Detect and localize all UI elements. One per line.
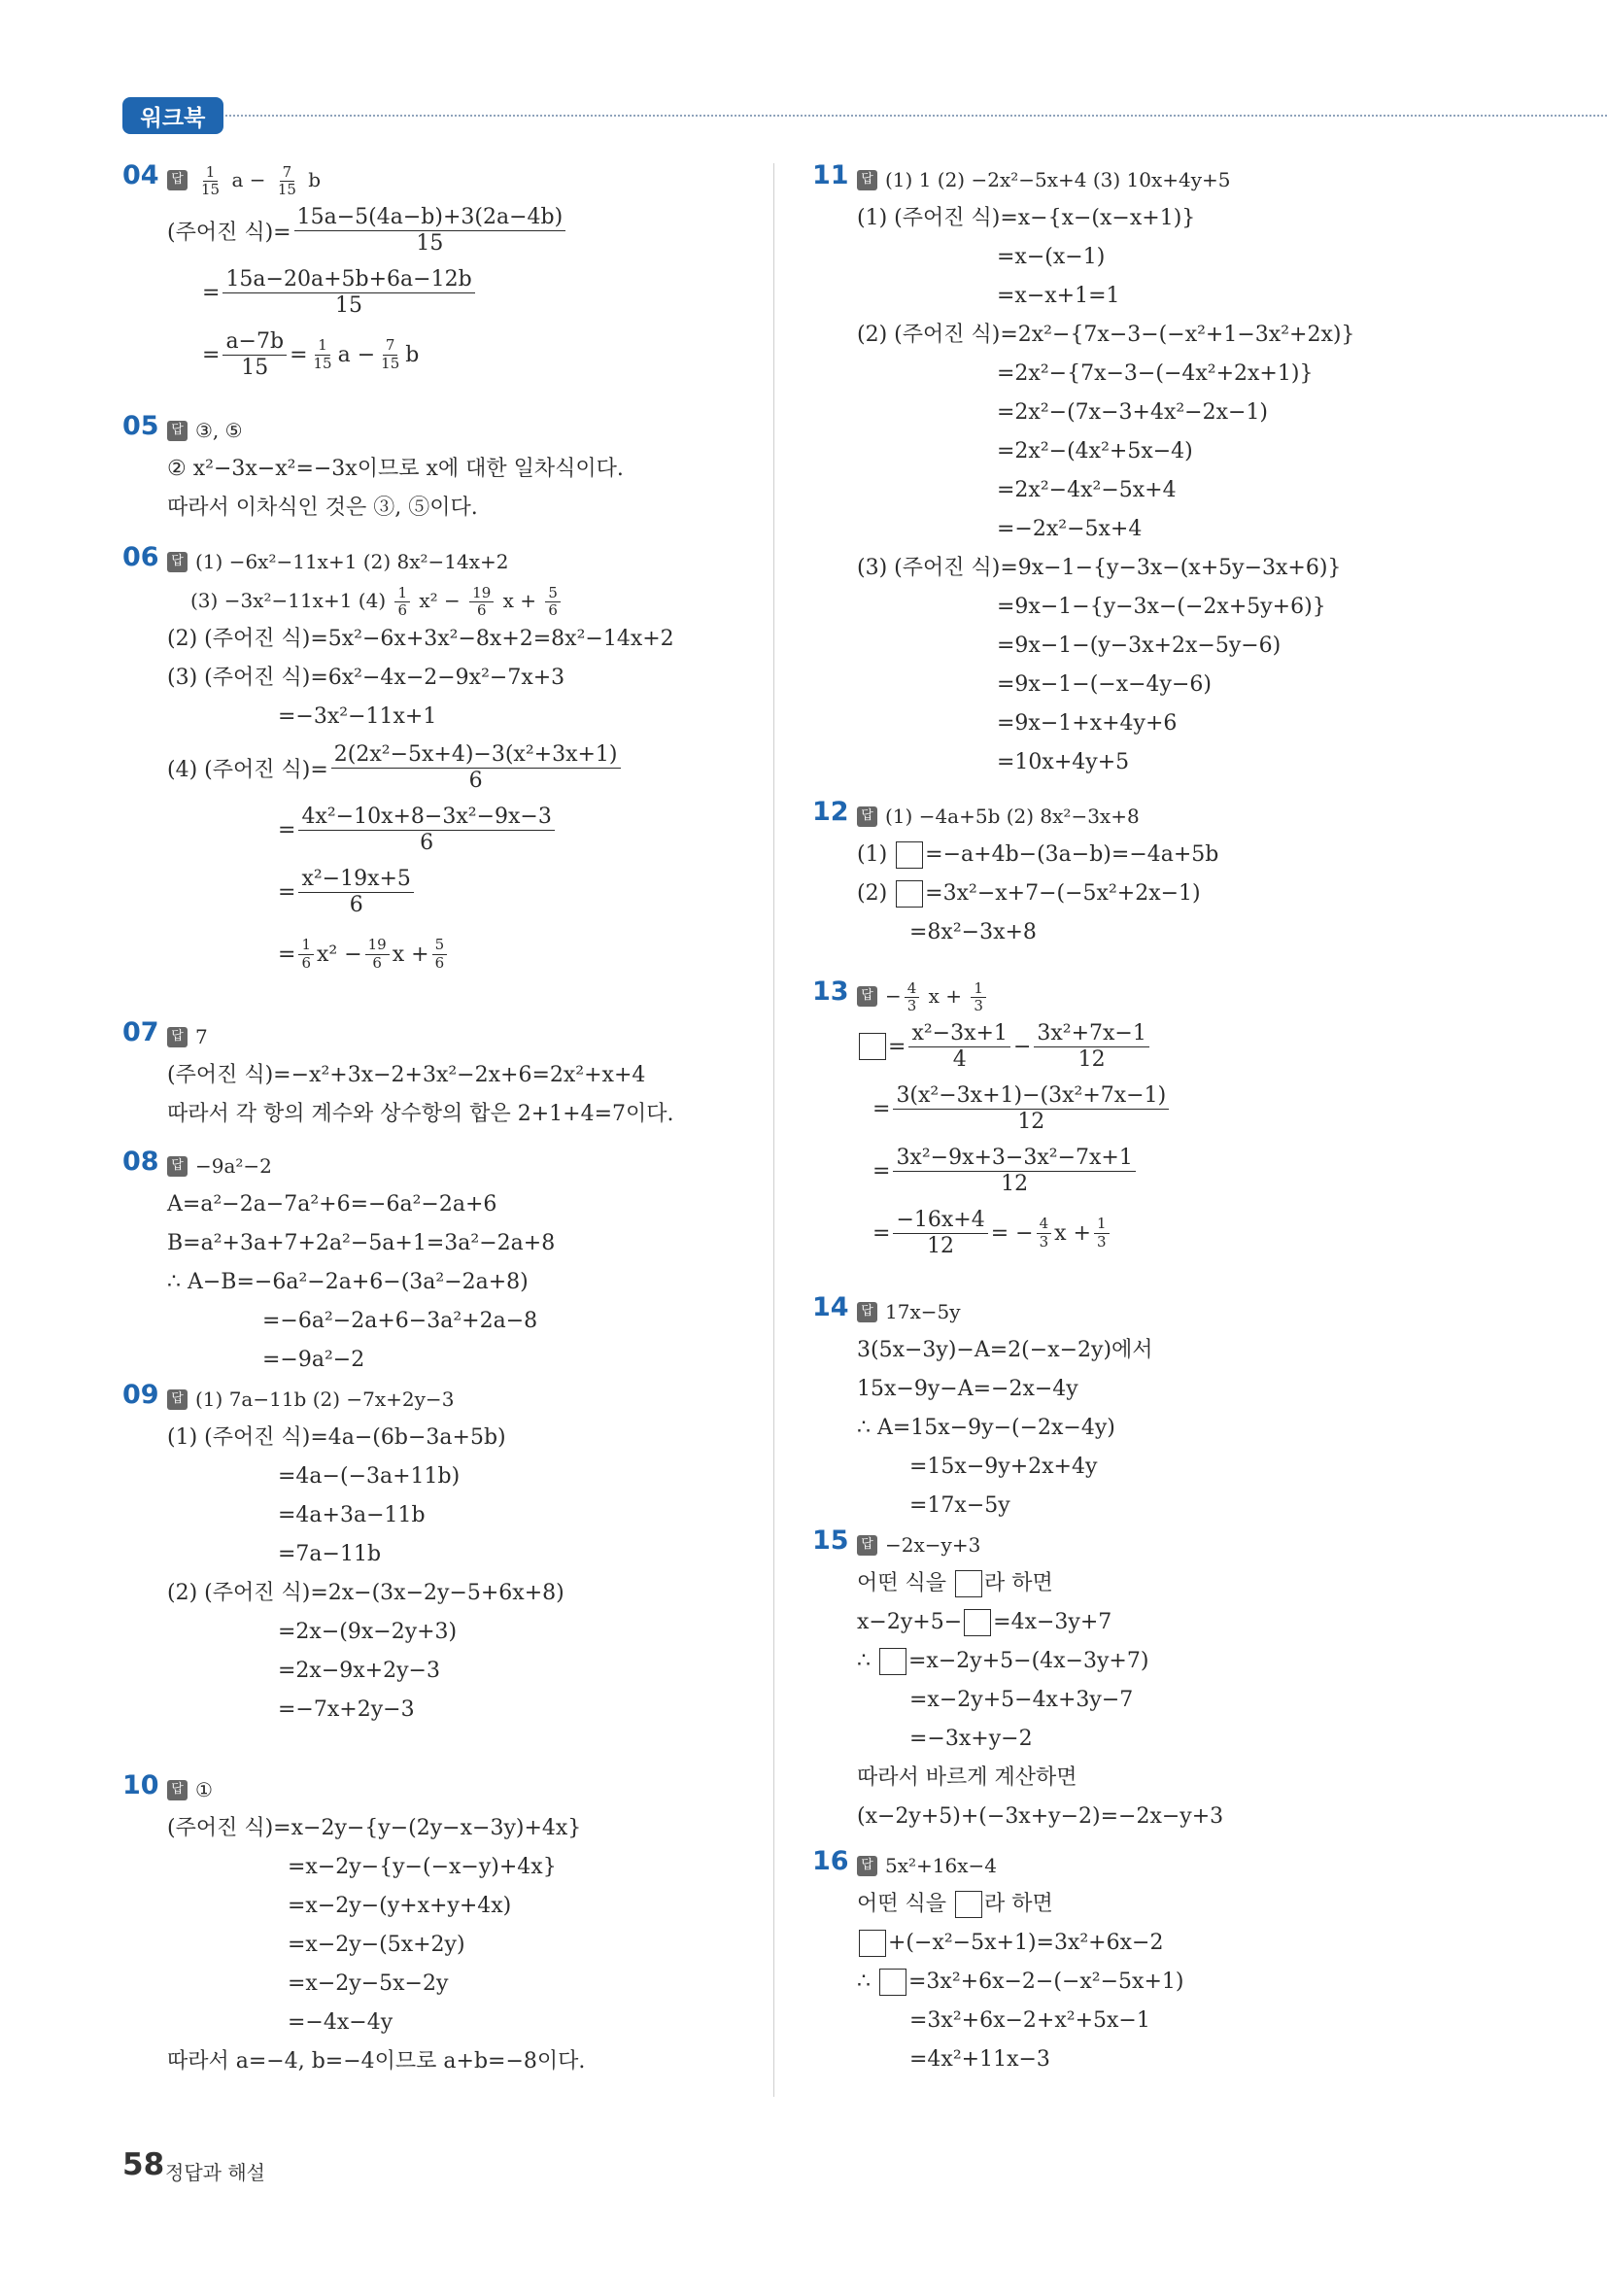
answer-line — [167, 1017, 744, 1056]
solution-line: A=a²−2a−7a²+6=−6a²−2a+6 — [167, 1192, 497, 1217]
answer-text: −2x−y+3 — [885, 1533, 981, 1557]
solution-line: =x−2y−(y+x+y+4x) — [288, 1894, 512, 1918]
answer-badge: 답 — [857, 986, 877, 1007]
solution-line: =2x²−(4x²+5x−4) — [997, 439, 1193, 463]
solution-line: ∴ A=15x−9y−(−2x−4y) — [857, 1416, 1115, 1440]
solution-line: = $\frac{\text{x²−3x+1}}{4}$ − $\frac{\text{3x²+7x−1}}{12}$ — [857, 1015, 1492, 1078]
answer-badge: 답 — [167, 1156, 188, 1177]
solution-line: =9x−1−(−x−4y−6) — [997, 672, 1212, 697]
solution-line: =2x−(9x−2y+3) — [278, 1620, 458, 1644]
solution-line: = $\frac{\text{4x²−10x+8−3x²−9x−3}}{6}$ — [278, 799, 744, 861]
solution-line: =2x²−4x²−5x+4 — [997, 478, 1177, 502]
solution-line: 3(5x−3y)−A=2(−x−2y)에서 — [857, 1338, 1153, 1362]
solution-line: =x−x+1=1 — [997, 284, 1120, 308]
solution-line: ∴ =x−2y+5−(4x−3y+7) — [857, 1649, 1149, 1673]
solution-line: =9x−1−(y−3x+2x−5y−6) — [997, 634, 1282, 658]
solution-line: 따라서 바르게 계산하면 — [857, 1765, 1077, 1790]
answer-line — [167, 160, 744, 199]
answer-line — [857, 160, 1492, 199]
solution-line: +(−x²−5x+1)=3x²+6x−2 — [857, 1924, 1492, 1963]
answer-line — [857, 1292, 1492, 1331]
solution-line: (3) (주어진 식)=6x²−4x−2−9x²−7x+3 — [167, 666, 565, 690]
answer-badge: 답 — [167, 1780, 188, 1800]
workbook-badge: 워크북 — [122, 97, 223, 134]
problem-number: 06 — [122, 542, 159, 572]
solution-line: =x−2y−(5x+2y) — [288, 1933, 465, 1957]
column-divider — [773, 163, 774, 2097]
problem-number: 13 — [812, 977, 849, 1007]
solution-line: = $\frac{1}{6}$ x² − $\frac{19}{6}$ x + $\frac{5}{6}$ — [278, 923, 744, 985]
answer-badge: 답 — [857, 1302, 877, 1322]
problem-05 — [122, 411, 744, 528]
solution-line: =4x²+11x−3 — [909, 2047, 1050, 2072]
solution-line: =x−2y−5x−2y — [288, 1971, 449, 1996]
solution-line: =−7x+2y−3 — [278, 1697, 415, 1722]
solution-line: ∴ A−B=−6a²−2a+6−(3a²−2a+8) — [167, 1270, 529, 1294]
answer-badge: 답 — [167, 1389, 188, 1410]
answer-text: 17x−5y — [885, 1300, 961, 1323]
answer-text: 5x²+16x−4 — [885, 1854, 997, 1877]
solution-line: =−2x²−5x+4 — [997, 517, 1143, 541]
solution-line: = $\frac{15a-20a+5b+6a-12b}{15}$ — [202, 261, 744, 324]
problem-07 — [122, 1017, 744, 1134]
problem-number: 08 — [122, 1147, 159, 1177]
problem-number: 04 — [122, 160, 159, 190]
solution-line: = $\frac{\text{3x²−9x+3−3x²−7x+1}}{12}$ — [872, 1140, 1492, 1202]
solution-line: =−6a²−2a+6−3a²+2a−8 — [262, 1309, 538, 1333]
solution-line: = $\frac{a-7b}{15}$ = $\frac{1}{15}$ a − $\frac{7}{15}$ b — [202, 329, 420, 380]
solution-line: = $\frac{-16x+4}{12}$ = − $\frac{4}{3}$ x + $\frac{1}{3}$ — [872, 1202, 1492, 1264]
answer-text: (3) −3x²−11x+1 (4) $\frac{1}{6}$ x² − $\frac{19}{6}$ x + $\frac{5}{6}$ — [190, 581, 564, 620]
solution-line: x−2y+5− =4x−3y+7 — [857, 1610, 1112, 1634]
solution-line: (2) (주어진 식)=5x²−6x+3x²−8x+2=8x²−14x+2 — [167, 627, 674, 651]
problem-10 — [122, 1770, 744, 2081]
solution-line: 따라서 이차식인 것은 ③, ⑤이다. — [167, 496, 478, 520]
problem-04 — [122, 160, 744, 386]
answer-badge: 답 — [857, 1535, 877, 1556]
solution-line: =4a+3a−11b — [278, 1503, 426, 1527]
solution-line: =2x−9x+2y−3 — [278, 1659, 440, 1683]
solution-line: 따라서 각 항의 계수와 상수항의 합은 2+1+4=7이다. — [167, 1102, 674, 1126]
answer-line — [857, 1846, 1492, 1885]
answer-text: $\frac{1}{15}$ a − $\frac{7}{15}$ b — [201, 162, 322, 198]
solution-line: B=a²+3a+7+2a²−5a+1=3a²−2a+8 — [167, 1231, 556, 1255]
answer-text: (1) 1 (2) −2x²−5x+4 (3) 10x+4y+5 — [885, 168, 1231, 191]
problem-number: 16 — [812, 1846, 849, 1876]
answer-badge: 답 — [167, 1027, 188, 1047]
problem-number: 10 — [122, 1770, 159, 1800]
answer-text: 7 — [195, 1025, 208, 1048]
solution-line: = $\frac{\text{3(x²−3x+1)−(3x²+7x−1)}}{12}$ — [872, 1078, 1492, 1140]
problem-number: 12 — [812, 797, 849, 827]
section-title: 정답과 해설 — [165, 2161, 265, 2184]
solution-line: =−3x+y−2 — [909, 1727, 1033, 1751]
solution-line: =7a−11b — [278, 1542, 382, 1566]
solution-line: =10x+4y+5 — [997, 750, 1130, 774]
answer-line — [167, 1380, 744, 1419]
problem-14 — [812, 1292, 1492, 1525]
problem-number: 14 — [812, 1292, 849, 1322]
solution-line: (주어진 식)= $\frac{15a-5(4a-b)+3(2a-4b)}{15}$ — [167, 199, 744, 261]
problem-09 — [122, 1380, 744, 1730]
solution-line: (4) (주어진 식)= $\frac{\text{2(2x²−5x+4)−3(x²+3x+1)}}{6}$ — [167, 737, 744, 799]
answer-line — [857, 977, 1492, 1015]
solution-line: =3x²+6x−2+x²+5x−1 — [909, 2008, 1150, 2033]
problem-12 — [812, 797, 1492, 952]
solution-line: =2x²−(7x−3+4x²−2x−1) — [997, 400, 1269, 425]
answer-text: (1) −4a+5b (2) 8x²−3x+8 — [885, 805, 1140, 828]
solution-line: (1) (주어진 식)=4a−(6b−3a+5b) — [167, 1425, 506, 1450]
solution-line: (1) (주어진 식)=x−{x−(x−x+1)} — [857, 206, 1196, 230]
problem-11 — [812, 160, 1492, 782]
answer-line — [167, 411, 744, 450]
answer-line — [167, 1770, 744, 1809]
solution-line: =15x−9y+2x+4y — [909, 1455, 1098, 1479]
answer-line — [857, 1525, 1492, 1564]
problem-15 — [812, 1525, 1492, 1836]
solution-line: =x−2y+5−4x+3y−7 — [909, 1688, 1134, 1712]
problem-number: 11 — [812, 160, 849, 190]
solution-line: =17x−5y — [909, 1493, 1010, 1518]
solution-line: =x−(x−1) — [997, 245, 1106, 269]
problem-13 — [812, 977, 1492, 1264]
answer-line — [167, 542, 744, 581]
problem-number: 09 — [122, 1380, 159, 1410]
solution-line: =8x²−3x+8 — [909, 920, 1037, 944]
page-number: 58 — [122, 2147, 165, 2182]
header-dotted-rule — [225, 115, 1607, 117]
solution-line: =2x²−{7x−3−(−4x²+2x+1)} — [997, 361, 1314, 386]
solution-line: =−4x−4y — [288, 2010, 393, 2035]
problem-number: 05 — [122, 411, 159, 441]
answer-badge: 답 — [167, 552, 188, 572]
solution-line: =x−2y−{y−(−x−y)+4x} — [288, 1855, 557, 1879]
answer-badge: 답 — [857, 806, 877, 827]
answer-text: − $\frac{4}{3}$ x + $\frac{1}{3}$ — [885, 977, 989, 1015]
answer-badge: 답 — [857, 1856, 877, 1876]
solution-line: (주어진 식)=x−2y−{y−(2y−x−3y)+4x} — [167, 1816, 582, 1840]
solution-line: =9x−1+x+4y+6 — [997, 711, 1178, 736]
solution-line: =4a−(−3a+11b) — [278, 1464, 461, 1489]
answer-badge: 답 — [167, 421, 188, 441]
answer-text: (1) −6x²−11x+1 (2) 8x²−14x+2 — [195, 550, 509, 573]
solution-line: (2) =3x²−x+7−(−5x²+2x−1) — [857, 881, 1201, 906]
solution-line: (2) (주어진 식)=2x−(3x−2y−5+6x+8) — [167, 1581, 564, 1605]
solution-line: (2) (주어진 식)=2x²−{7x−3−(−x²+1−3x²+2x)} — [857, 323, 1355, 347]
answer-text: ① — [195, 1778, 213, 1801]
problem-16 — [812, 1846, 1492, 2079]
problem-number: 15 — [812, 1525, 849, 1556]
answer-line-continued — [190, 581, 744, 620]
answer-line — [857, 797, 1492, 836]
answer-line — [167, 1147, 744, 1185]
problem-number: 07 — [122, 1017, 159, 1047]
solution-line: (x−2y+5)+(−3x+y−2)=−2x−y+3 — [857, 1804, 1224, 1829]
solution-line: (1) =−a+4b−(3a−b)=−4a+5b — [857, 842, 1219, 867]
solution-line: ② x²−3x−x²=−3x이므로 x에 대한 일차식이다. — [167, 457, 624, 481]
solution-line: = $\frac{\text{x²−19x+5}}{6}$ — [278, 861, 744, 923]
answer-text: (1) 7a−11b (2) −7x+2y−3 — [195, 1388, 455, 1411]
answer-text: ③, ⑤ — [195, 419, 243, 442]
solution-line: 따라서 a=−4, b=−4이므로 a+b=−8이다. — [167, 2049, 586, 2073]
solution-line: ∴ =3x²+6x−2−(−x²−5x+1) — [857, 1970, 1184, 1994]
problem-06 — [122, 542, 744, 985]
answer-text: −9a²−2 — [195, 1154, 272, 1178]
problem-08 — [122, 1147, 744, 1380]
solution-line: (3) (주어진 식)=9x−1−{y−3x−(x+5y−3x+6)} — [857, 556, 1342, 580]
solution-line: =−3x²−11x+1 — [278, 704, 437, 729]
answer-badge: 답 — [857, 170, 877, 190]
answer-badge: 답 — [167, 170, 188, 190]
solution-line: (주어진 식)=−x²+3x−2+3x²−2x+6=2x²+x+4 — [167, 1063, 646, 1087]
solution-line: 어떤 식을 라 하면 — [857, 1892, 1053, 1916]
solution-line: 어떤 식을 라 하면 — [857, 1571, 1053, 1595]
solution-line: 15x−9y−A=−2x−4y — [857, 1377, 1078, 1401]
solution-line: =−9a²−2 — [262, 1348, 365, 1372]
solution-line: =9x−1−{y−3x−(−2x+5y+6)} — [997, 595, 1326, 619]
